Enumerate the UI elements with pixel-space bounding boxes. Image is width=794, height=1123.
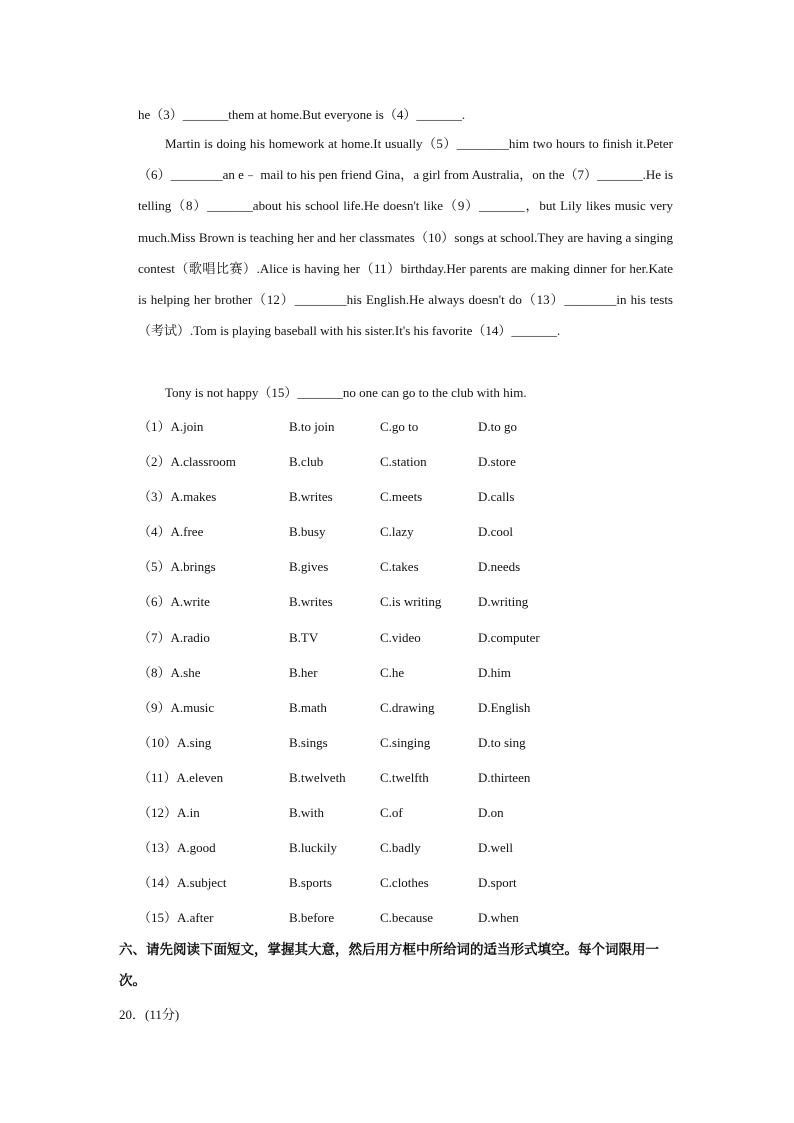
option-a: （15）A.after bbox=[138, 910, 214, 926]
option-a: （2）A.classroom bbox=[138, 454, 236, 470]
option-c: C.badly bbox=[380, 840, 421, 856]
option-row bbox=[138, 763, 678, 798]
passage-paragraph-tony: Tony is not happy（15）_______no one can go to the club with him. bbox=[165, 385, 527, 400]
option-d: D.when bbox=[478, 910, 519, 926]
option-b: B.twelveth bbox=[289, 769, 346, 785]
option-c: C.he bbox=[380, 664, 405, 680]
option-a: （4）A.free bbox=[138, 524, 204, 540]
option-c: C.twelfth bbox=[380, 769, 429, 785]
option-a: （7）A.radio bbox=[138, 629, 210, 645]
option-d: D.on bbox=[478, 805, 504, 821]
option-row bbox=[138, 693, 678, 728]
option-b: B.sports bbox=[289, 875, 332, 891]
option-c: C.drawing bbox=[380, 699, 435, 715]
option-a: （12）A.in bbox=[138, 805, 200, 821]
passage-paragraph-martin: Martin is doing his homework at home.It usually（5）________him two hours to finish it.Peter（6）________an e﹣ mail to his pen friend Gina，a girl from Australia，on the（7）_______.He is telling（8）_______about his school life.He doesn't like（9）_______，but Lily likes music very much.Miss Brown is teaching her and her classmates（10）songs at school.They are having a singing contest（歌唱比赛）.Alice is having her（11）birthday.Her parents are making dinner for her.Kate is helping her brother（12）________his English.He always doesn't do（13）________in his tests（考试）.Tom is playing baseball with his sister.It's his favorite（14）_______. bbox=[138, 136, 673, 339]
option-b: B.TV bbox=[289, 629, 319, 645]
option-a: （5）A.brings bbox=[138, 559, 216, 575]
option-b: B.her bbox=[289, 664, 318, 680]
option-row bbox=[138, 728, 678, 763]
option-c: C.station bbox=[380, 454, 427, 470]
option-a: （13）A.good bbox=[138, 840, 216, 856]
option-a: （14）A.subject bbox=[138, 875, 227, 891]
option-b: B.sings bbox=[289, 734, 328, 750]
option-row bbox=[138, 517, 678, 552]
option-row bbox=[138, 447, 678, 482]
option-a: （6）A.write bbox=[138, 594, 210, 610]
option-c: C.clothes bbox=[380, 875, 429, 891]
option-b: B.before bbox=[289, 910, 335, 926]
option-c: C.of bbox=[380, 805, 403, 821]
question-number: 20．(11分) bbox=[119, 1007, 180, 1022]
option-d: D.to sing bbox=[478, 734, 526, 750]
option-d: D.computer bbox=[478, 629, 540, 645]
option-a: （9）A.music bbox=[138, 699, 215, 715]
option-d: D.English bbox=[478, 699, 531, 715]
option-b: B.gives bbox=[289, 559, 329, 575]
option-b: B.to join bbox=[289, 419, 335, 434]
option-c: C.is writing bbox=[380, 594, 442, 610]
option-d: D.writing bbox=[478, 594, 529, 610]
section-six-heading: 六、请先阅读下面短文，掌握其大意，然后用方框中所给词的适当形式填空。每个词限用一次。 bbox=[119, 942, 659, 989]
option-d: D.him bbox=[478, 664, 511, 680]
options-list bbox=[138, 412, 678, 938]
option-row bbox=[138, 412, 678, 447]
option-c: C.go to bbox=[380, 419, 419, 434]
option-b: B.with bbox=[289, 805, 325, 821]
option-c: C.lazy bbox=[380, 524, 414, 540]
option-b: B.writes bbox=[289, 489, 333, 505]
option-row bbox=[138, 798, 678, 833]
option-b: B.busy bbox=[289, 524, 326, 540]
option-b: B.math bbox=[289, 699, 327, 715]
option-a: （3）A.makes bbox=[138, 489, 217, 505]
option-c: C.singing bbox=[380, 734, 431, 750]
option-d: D.store bbox=[478, 454, 516, 470]
option-b: B.club bbox=[289, 454, 324, 470]
option-d: D.needs bbox=[478, 559, 521, 575]
option-d: D.cool bbox=[478, 524, 514, 540]
option-a: （1）A.join bbox=[138, 419, 204, 434]
option-d: D.to go bbox=[478, 419, 517, 434]
option-d: D.thirteen bbox=[478, 769, 531, 785]
option-row bbox=[138, 868, 678, 903]
option-row bbox=[138, 903, 678, 938]
option-c: C.video bbox=[380, 629, 421, 645]
option-row bbox=[138, 482, 678, 517]
option-b: B.luckily bbox=[289, 840, 338, 856]
option-d: D.sport bbox=[478, 875, 517, 891]
option-a: （8）A.she bbox=[138, 664, 201, 680]
option-row bbox=[138, 658, 678, 693]
option-row bbox=[138, 833, 678, 868]
option-row bbox=[138, 552, 678, 587]
option-a: （11）A.eleven bbox=[138, 769, 224, 785]
option-c: C.takes bbox=[380, 559, 419, 575]
passage-line-top: he（3）_______them at home.But everyone is（4）_______. bbox=[138, 107, 466, 122]
option-b: B.writes bbox=[289, 594, 333, 610]
option-d: D.well bbox=[478, 840, 514, 856]
option-a: （10）A.sing bbox=[138, 734, 212, 750]
option-d: D.calls bbox=[478, 489, 515, 505]
option-c: C.because bbox=[380, 910, 434, 926]
option-row bbox=[138, 623, 678, 658]
option-row bbox=[138, 587, 678, 622]
option-c: C.meets bbox=[380, 489, 423, 505]
